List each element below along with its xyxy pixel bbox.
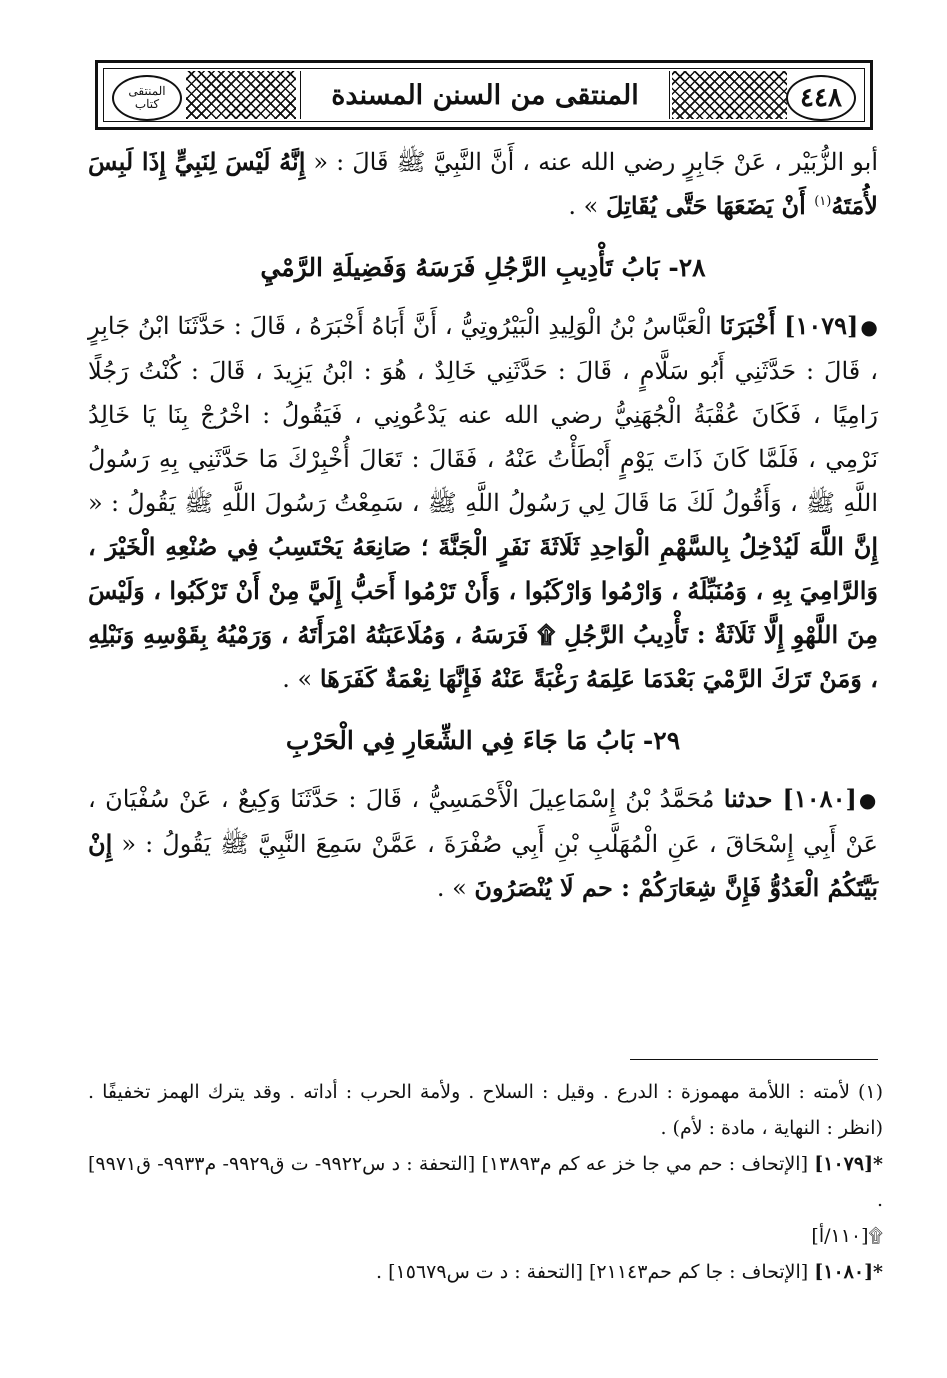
hadith-1080-chain: مُحَمَّدُ بْنُ إِسْمَاعِيلَ الْأَحْمَسِيُّ ، قَالَ : حَدَّثَنَا وَكِيعٌ ، عَنْ سُفْيَانَ ، عَنْ أَبِي إِسْحَاقَ ، عَنِ الْمُهَلَّبِ بْنِ أَبِي صُفْرَةَ ، عَمَّنْ سَمِعَ النَّبِيَّ ﷺ يَقُولُ : « [88, 785, 879, 858]
footnote-marker: (١) [814, 194, 832, 209]
page-number-oval [786, 75, 856, 121]
book-logo [112, 75, 182, 121]
hadith-1079-end: » . [282, 665, 320, 693]
logo-line1: المنتقى [128, 84, 166, 98]
p1-text: أبو الزُّبَيْر ، عَنْ جَابِرٍ رضي الله عنه ، أَنَّ النَّبِيَّ ﷺ قَالَ : « [305, 148, 878, 176]
p1-quote-b: أَنْ يَضَعَهَا حَتَّى يُقَاتِلَ [605, 191, 815, 220]
p1-end: » . [568, 192, 606, 220]
footnote-1: (١) لأمته : اللأمة مهموزة : الدرع . وقيل : السلاح . ولأمة الحرب : أداته . وقد يترك الهمز تخفيفًا . (انظر : النهاية ، مادة : لأم) . [88, 1081, 883, 1139]
logo-text [128, 85, 165, 111]
running-title-box [300, 71, 670, 119]
footnote-1079-text: [الإتحاف : حم مي جا خز عه كم م١٣٨٩٣] [التحفة : د س٩٩٢٢- ت ق٩٩٢٩- م٩٩٣٣- ق٩٩٧١] . [88, 1153, 883, 1211]
bullet-icon: ● [858, 788, 878, 812]
folio-marker: ۩[١١٠/أ] [811, 1225, 883, 1247]
hadith-1079-quote: إِنَّ اللَّهَ لَيُدْخِلُ بِالسَّهْمِ الْوَاحِدِ ثَلَاثَةَ نَفَرٍ الْجَنَّةَ ؛ صَانِعَهُ يَحْتَسِبُ فِي صُنْعِهِ الْخَيْرَ ، وَالرَّامِيَ بِهِ ، وَمُنَبِّلَهُ ، وَارْمُوا وَارْكَبُوا ، وَأَنْ تَرْمُوا أَحَبُّ إِلَيَّ مِنْ أَنْ تَرْكَبُوا ، وَلَيْسَ مِنَ اللَّهْوِ إِلَّا ثَلَاثَةٌ : تَأْدِيبُ الرَّجُلِ ۩ فَرَسَهُ ، وَمُلَاعَبَتُهُ امْرَأَتَهُ ، وَرَمْيُهُ بِقَوْسِهِ وَنَبْلِهِ ، وَمَنْ تَرَكَ الرَّمْيَ بَعْدَمَا عَلِمَهُ رَغْبَةً عَنْهُ فَإِنَّهَا نِعْمَةٌ كَفَرَهَا [88, 532, 878, 693]
decorative-pattern-right [672, 71, 787, 119]
hadith-1079-ref: [١٠٧٩] أَخْبَرَنَا [719, 311, 859, 340]
footnote-1080 [88, 1254, 883, 1290]
footnote-1079 [88, 1146, 883, 1218]
footnote-1080-ref: *[١٠٨٠] [814, 1261, 883, 1283]
p1-quote-a: إِنَّهُ لَيْسَ لِنَبِيٍّ إِذَا لَبِسَ لأُمَتَهُ [88, 147, 878, 220]
hadith-1080-ref: [١٠٨٠] حدثنا [723, 784, 857, 813]
hadith-1079-chain: الْعَبَّاسُ بْنُ الْوَلِيدِ الْبَيْرُوتِيُّ ، أَنَّ أَبَاهُ أَخْبَرَهُ ، قَالَ : حَدَّثَنَا ابْنُ جَابِرٍ ، قَالَ : حَدَّثَنِي أَبُو سَلَّامٍ ، قَالَ : حَدَّثَنِي خَالِدٌ ، هُوَ : ابْنُ يَزِيدَ ، قَالَ : كُنْتُ رَجُلًا رَامِيًا ، فَكَانَ عُقْبَةُ الْجُهَنِيُّ رضي الله عنه يَدْعُونِي ، فَيَقُولُ : اخْرُجْ بِنَا يَا خَالِدُ نَرْمِي ، فَلَمَّا كَانَ ذَاتَ يَوْمٍ أَبْطَأْتُ عَنْهُ ، فَقَالَ : تَعَالَ أُخْبِرْكَ مَا حَدَّثَنِي بِهِ رَسُولُ اللَّهِ ﷺ ، وَأَقُولُ لَكَ مَا قَالَ لِي رَسُولُ اللَّهِ ﷺ ، سَمِعْتُ رَسُولَ اللَّهِ ﷺ يَقُولُ : « [88, 312, 878, 517]
footnote-divider [630, 1059, 878, 1060]
footnotes [88, 1074, 883, 1290]
logo-line2: كتاب [134, 97, 160, 111]
hadith-1080-end: » . [436, 874, 475, 902]
header-frame [103, 68, 865, 122]
decorative-pattern-left [186, 71, 296, 119]
hadith-1080-quote: إِنْ بَيَّتَكُمُ الْعَدُوُّ فَإِنَّ شِعَارَكُمْ : حم لَا يُنْصَرُونَ [88, 829, 878, 902]
footnote-1080-text: [الإتحاف : جا كم حم٢١١٤٣] [التحفة : د ت س١٥٦٧٩] . [376, 1261, 815, 1283]
hadith-1080 [88, 777, 878, 910]
page-header [95, 60, 873, 130]
hadith-1079 [88, 304, 878, 701]
footnote-1079-ref: *[١٠٧٩] [814, 1153, 883, 1175]
bullet-icon: ● [860, 315, 878, 339]
chapter-heading-29: ٢٩- بَابُ مَا جَاءَ فِي الشِّعَارِ فِي الْحَرْبِ [285, 726, 681, 755]
main-text [88, 140, 878, 910]
paragraph-continuation [88, 140, 878, 228]
running-title: المنتقى من السنن المسندة [331, 79, 639, 111]
page-number: ٤٤٨ [800, 83, 842, 113]
chapter-heading-28: ٢٨- بَابُ تَأْدِيبِ الرَّجُلِ فَرَسَهُ وَفَضِيلَةِ الرَّمْيِ [260, 253, 706, 282]
